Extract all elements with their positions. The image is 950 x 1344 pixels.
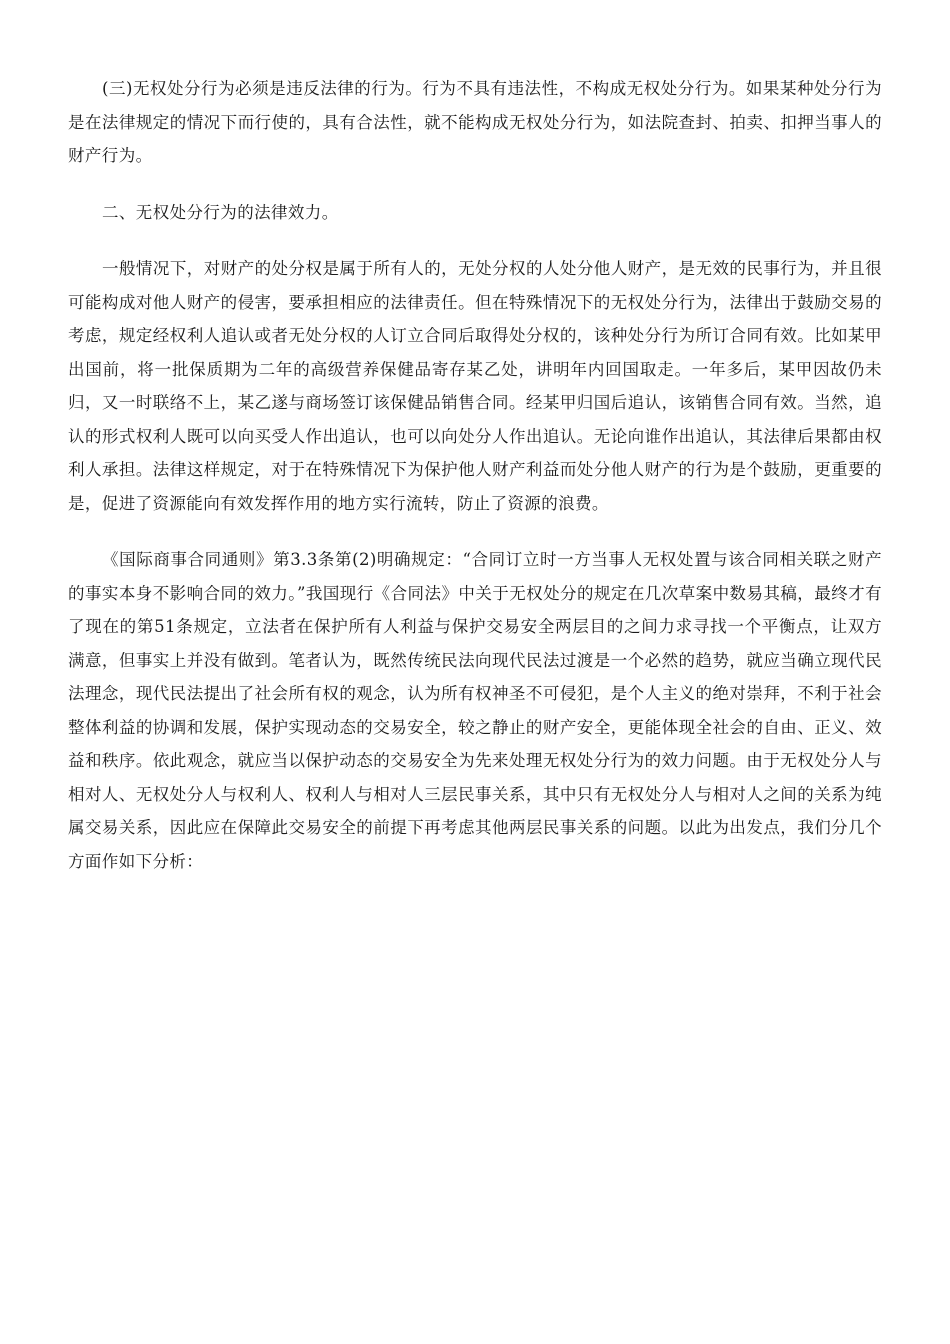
paragraph-international-commercial-principles: 《国际商事合同通则》第3.3条第(2)明确规定：“合同订立时一方当事人无权处置与该合同相关联之财产的事实本身不影响合同的效力。”我国现行《合同法》中关于无权处分的规定在几次草案中数易其稿，最终才有了现在的第51条规定，立法者在保护所有人利益与保护交易安全两层目的之间力求寻找一个平衡点，让双方满意，但事实上并没有做到。笔者认为，既然传统民法向现代民法过渡是一个必然的趋势，就应当确立现代民法理念，现代民法提出了社会所有权的观念，认为所有权神圣不可侵犯，是个人主义的绝对崇拜，不利于社会整体利益的协调和发展，保护实现动态的交易安全，较之静止的财产安全，更能体现全社会的自由、正义、效益和秩序。依此观念，就应当以保护动态的交易安全为先来处理无权处分行为的效力问题。由于无权处分人与相对人、无权处分人与权利人、权利人与相对人三层民事关系，其中只有无权处分人与相对人之间的关系为纯属交易关系，因此应在保障此交易安全的前提下再考虑其他两层民事关系的问题。以此为出发点，我们分几个方面作如下分析： [68, 550, 882, 871]
paragraph-unauthorized-disposal-illegality: (三)无权处分行为必须是违反法律的行为。行为不具有违法性，不构成无权处分行为。如果某种处分行为是在法律规定的情况下而行使的，具有合法性，就不能构成无权处分行为，如法院查封、拍卖、扣押当事人的财产行为。 [68, 79, 882, 165]
paragraph-general-situation: 一般情况下，对财产的处分权是属于所有人的，无处分权的人处分他人财产，是无效的民事行为，并且很可能构成对他人财产的侵害，要承担相应的法律责任。但在特殊情况下的无权处分行为，法律出于鼓励交易的考虑，规定经权利人追认或者无处分权的人订立合同后取得处分权的，该种处分行为所订合同有效。比如某甲出国前，将一批保质期为二年的高级营养保健品寄存某乙处，讲明年内回国取走。一年多后，某甲因故仍未归，又一时联络不上，某乙遂与商场签订该保健品销售合同。经某甲归国后追认，该销售合同有效。当然，追认的形式权利人既可以向买受人作出追认，也可以向处分人作出追认。无论向谁作出追认，其法律后果都由权利人承担。法律这样规定，对于在特殊情况下为保护他人财产利益而处分他人财产的行为是个鼓励，更重要的是，促进了资源能向有效发挥作用的地方实行流转，防止了资源的浪费。 [68, 259, 882, 513]
section-heading-legal-effect: 二、无权处分行为的法律效力。 [102, 202, 339, 222]
document-page [68, 72, 882, 878]
